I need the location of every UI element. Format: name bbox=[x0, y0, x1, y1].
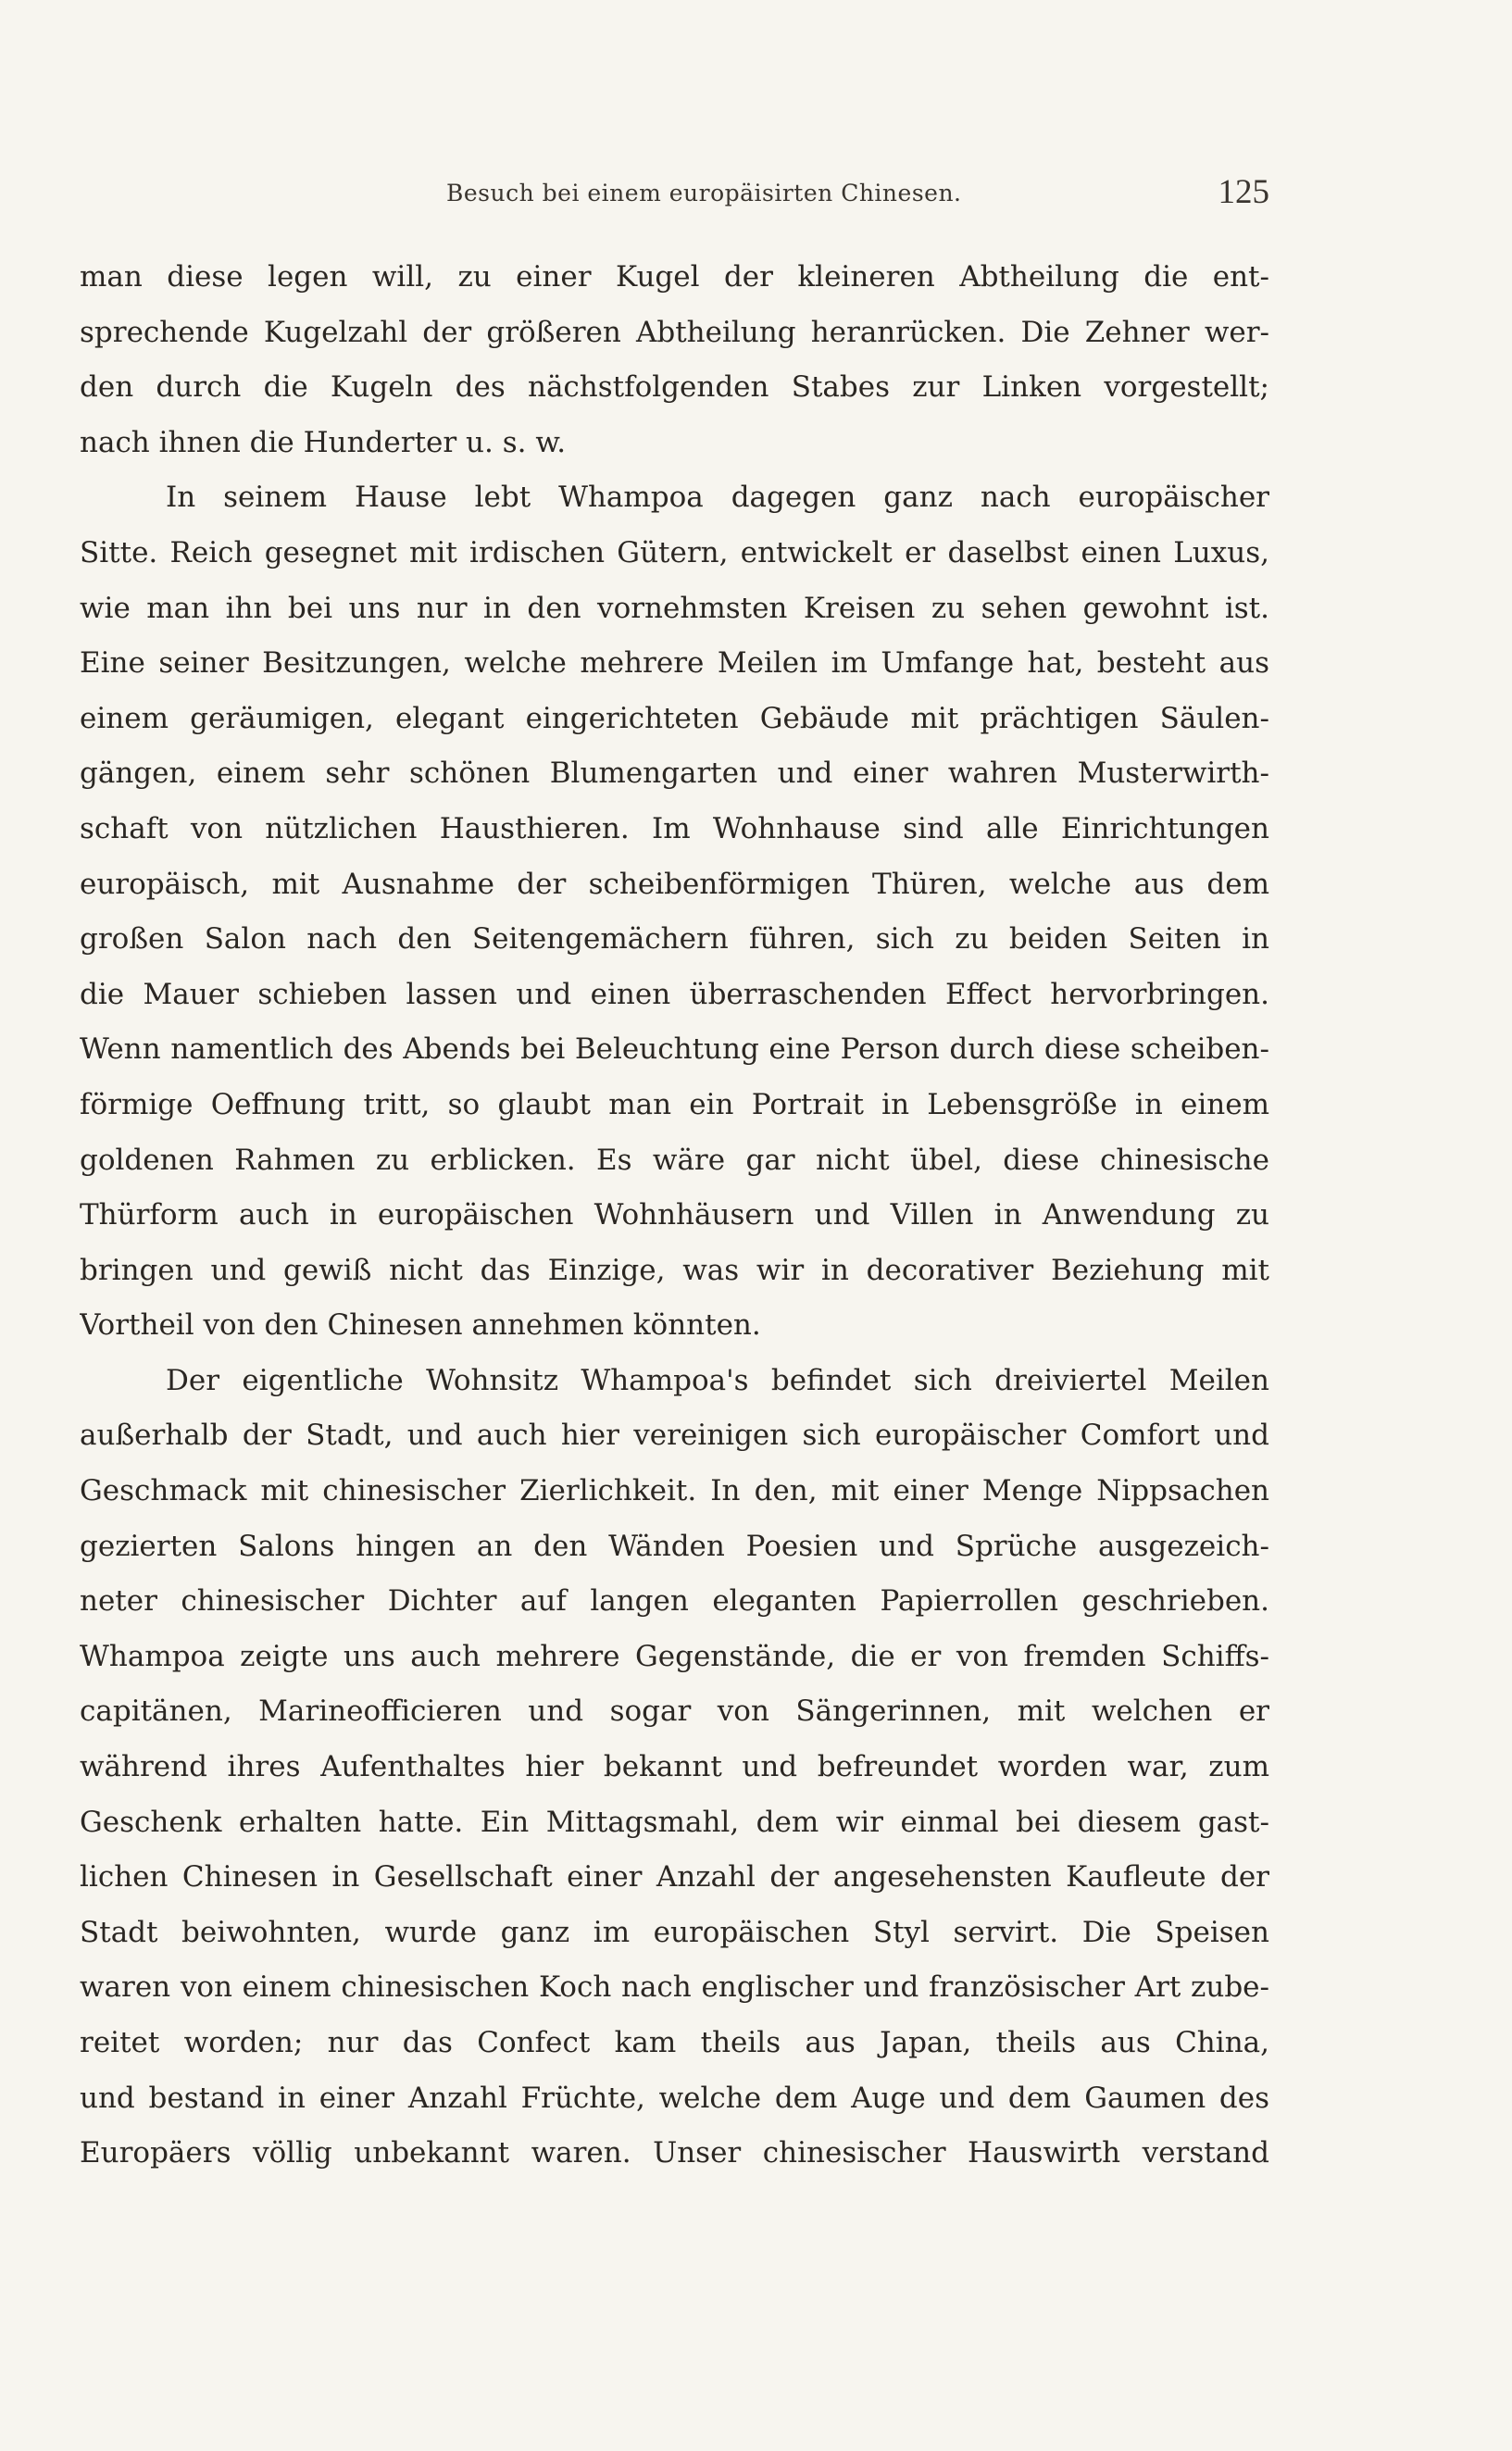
text-line: Der eigentliche Wohnsitz Whampoa's befindet sich dreiviertel Meilen bbox=[166, 1363, 1269, 1397]
text-line: einem geräumigen, elegant eingerichteten Gebäude mit prächtigen Säulen- bbox=[80, 701, 1269, 735]
text-line: lichen Chinesen in Gesellschaft einer Anzahl der angesehensten Kaufleute der bbox=[80, 1860, 1269, 1895]
text-line: europäisch, mit Ausnahme der scheibenförmigen Thüren, welche aus dem bbox=[80, 867, 1269, 901]
text-line: bringen und gewiß nicht das Einzige, was wir in decorativer Beziehung mit bbox=[80, 1253, 1269, 1287]
text-line: goldenen Rahmen zu erblicken. Es wäre gar nicht übel, diese chinesische bbox=[80, 1143, 1269, 1177]
text-line: gängen, einem sehr schönen Blumengarten und einer wahren Musterwirth- bbox=[80, 757, 1269, 791]
text-line: großen Salon nach den Seitengemächern führen, sich zu beiden Seiten in bbox=[80, 922, 1269, 957]
text-line: wie man ihn bei uns nur in den vornehmsten Kreisen zu sehen gewohnt ist. bbox=[80, 591, 1269, 625]
text-line: neter chinesischer Dichter auf langen eleganten Papierrollen geschrieben. bbox=[80, 1584, 1269, 1619]
page-header bbox=[80, 172, 1269, 219]
body-text bbox=[80, 250, 1269, 2182]
text-line: man diese legen will, zu einer Kugel der kleineren Abtheilung die ent- bbox=[80, 260, 1269, 294]
text-line: den durch die Kugeln des nächstfolgenden Stabes zur Linken vorgestellt; bbox=[80, 370, 1269, 405]
page-number: 125 bbox=[1218, 173, 1269, 211]
text-line: Sitte. Reich gesegnet mit irdischen Gütern, entwickelt er daselbst einen Luxus, bbox=[80, 535, 1269, 569]
text-line: Geschmack mit chinesischer Zierlichkeit. In den, mit einer Menge Nippsachen bbox=[80, 1474, 1269, 1508]
text-line: außerhalb der Stadt, und auch hier vereinigen sich europäischer Comfort und bbox=[80, 1419, 1269, 1453]
text-line: reitet worden; nur das Confect kam theils aus Japan, theils aus China, bbox=[80, 2026, 1269, 2059]
text-line: Wenn namentlich des Abends bei Beleuchtung eine Person durch diese scheiben- bbox=[80, 1032, 1269, 1067]
text-line: sprechende Kugelzahl der größeren Abtheilung heranrücken. Die Zehner wer- bbox=[80, 315, 1269, 349]
text-line: Thürform auch in europäischen Wohnhäusern und Villen in Anwendung zu bbox=[80, 1198, 1269, 1232]
text-line: Stadt beiwohnten, wurde ganz im europäischen Styl servirt. Die Speisen bbox=[80, 1915, 1269, 1949]
text-line: während ihres Aufenthaltes hier bekannt und befreundet worden war, zum bbox=[80, 1750, 1269, 1784]
text-line: waren von einem chinesischen Koch nach englischer und französischer Art zube- bbox=[80, 1970, 1269, 2005]
text-line: nach ihnen die Hunderter u. s. w. bbox=[80, 425, 567, 459]
text-line: Whampoa zeigte uns auch mehrere Gegenstände, die er von fremden Schiffs- bbox=[80, 1639, 1269, 1673]
text-line: die Mauer schieben lassen und einen überraschenden Effect hervorbringen. bbox=[80, 977, 1269, 1011]
text-line: Europäers völlig unbekannt waren. Unser chinesischer Hauswirth verstand bbox=[80, 2136, 1269, 2170]
text-line: capitänen, Marineofficieren und sogar von Sängerinnen, mit welchen er bbox=[80, 1694, 1269, 1729]
text-line: Vortheil von den Chinesen annehmen könnten. bbox=[80, 1308, 761, 1343]
text-line: und bestand in einer Anzahl Früchte, welche dem Auge und dem Gaumen des bbox=[80, 2081, 1269, 2115]
text-line: Eine seiner Besitzungen, welche mehrere Meilen im Umfange hat, besteht aus bbox=[80, 646, 1269, 681]
text-line: schaft von nützlichen Hausthieren. Im Wohnhause sind alle Einrichtungen bbox=[80, 811, 1269, 845]
running-head: Besuch bei einem europäisirten Chinesen. bbox=[446, 180, 962, 206]
text-line: gezierten Salons hingen an den Wänden Poesien und Sprüche ausgezeich- bbox=[80, 1529, 1269, 1563]
text-line: In seinem Hause lebt Whampoa dagegen ganz nach europäischer bbox=[166, 481, 1269, 515]
text-line: Geschenk erhalten hatte. Ein Mittagsmahl, dem wir einmal bei diesem gast- bbox=[80, 1805, 1269, 1839]
text-line: förmige Oeffnung tritt, so glaubt man ein Portrait in Lebensgröße in einem bbox=[80, 1087, 1269, 1121]
